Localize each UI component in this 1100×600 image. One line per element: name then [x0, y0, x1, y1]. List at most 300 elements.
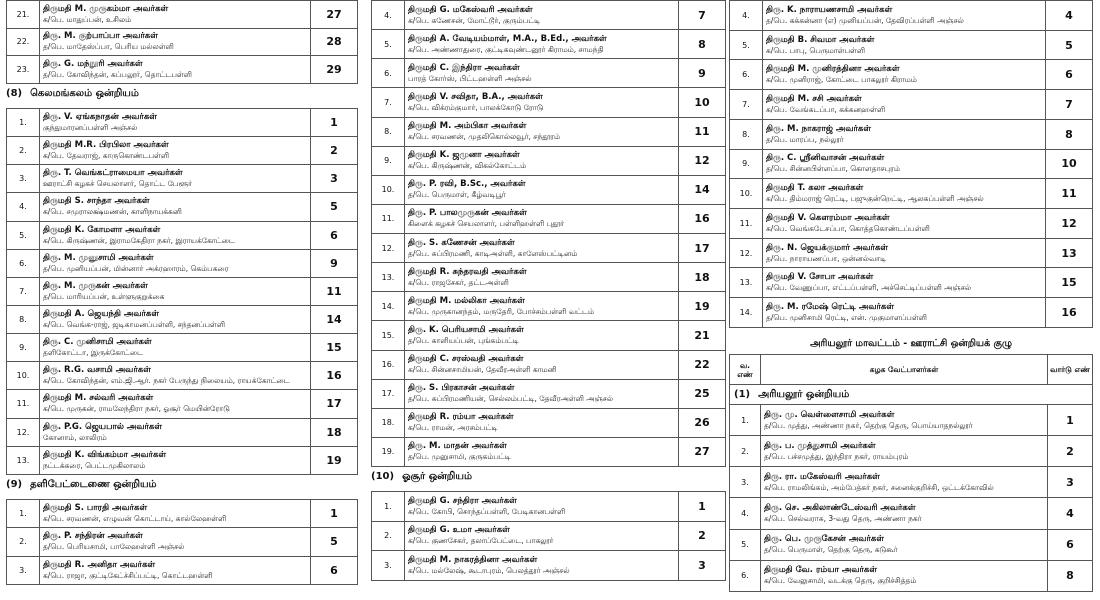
serial-number: 8. [372, 117, 405, 146]
candidate-row [730, 529, 1093, 560]
candidate-cell [40, 334, 311, 362]
candidate-address: க/பெ. கணேசன், மோட்டூர், குரும்பட்டி [408, 15, 541, 25]
col2-sec10-table [371, 491, 726, 581]
candidate-cell [763, 298, 1046, 328]
candidate-address: க/பெ. குணசேகர், தலாப்பேட்டை, பாகலூர் [408, 536, 554, 546]
ward-number: 16 [311, 362, 358, 390]
serial-number: 1. [7, 109, 40, 137]
ward-number: 10 [1046, 149, 1093, 179]
candidate-address: க/பெ. ராமன், அரசம்பட்டி [408, 423, 498, 433]
candidate-address: கிளைக் கழகச் செயலாளர், பள்ளிஹள்ளி புதூர் [408, 219, 565, 229]
ward-number: 2 [1048, 436, 1093, 467]
ward-number: 12 [1046, 209, 1093, 239]
candidate-name: திரு. S. பிரகாசன் அவர்கள் [408, 383, 515, 394]
candidate-cell [40, 109, 311, 137]
candidate-row [7, 109, 358, 137]
candidate-cell [763, 149, 1046, 179]
candidate-cell [405, 1, 679, 30]
ward-number: 12 [679, 146, 726, 175]
serial-number: 5. [372, 30, 405, 59]
candidate-name: திருமதி C. சரஸ்வதி அவர்கள் [408, 354, 524, 365]
candidate-cell [761, 529, 1048, 560]
candidate-cell [40, 528, 311, 556]
candidate-cell [405, 408, 679, 437]
serial-number: 13. [372, 263, 405, 292]
candidate-name: திரு. M. முனுசாமி அவர்கள் [43, 252, 154, 263]
ward-number: 16 [679, 204, 726, 233]
ward-number: 8 [1048, 560, 1093, 591]
candidate-name: திருமதி B. சிவமா அவர்கள் [766, 34, 875, 45]
candidate-cell [40, 56, 311, 84]
candidate-cell [763, 209, 1046, 239]
candidate-address: த/பெ. முனியப்பன், மின்னார் அக்ரஹாரம், கெம்பகரை [43, 263, 229, 273]
candidate-address: த/பெ. நாராயணப்பா, ஒன்னல்வாடி [766, 253, 887, 263]
serial-number: 2. [372, 521, 405, 551]
candidate-cell [763, 90, 1046, 120]
ward-number: 17 [679, 234, 726, 263]
candidate-row [730, 405, 1093, 436]
candidate-name: திரு. S. கணேசன் அவர்கள் [408, 237, 515, 248]
candidate-name: திருமதி K. கோமளா அவர்கள் [43, 224, 161, 235]
col3-sec1-table [729, 354, 1093, 592]
serial-number: 13. [7, 446, 40, 474]
candidate-name: திரு. K. நாராயணசாமி அவர்கள் [766, 4, 893, 15]
candidate-cell [763, 60, 1046, 90]
candidate-row [730, 467, 1093, 498]
serial-number: 5. [7, 221, 40, 249]
ward-number: 6 [1046, 60, 1093, 90]
candidate-name: திரு. மு. வெள்ளைசாமி அவர்கள் [764, 409, 895, 420]
candidate-cell [40, 193, 311, 221]
candidate-name: திரு. M. முருகன் அவர்கள் [43, 280, 148, 291]
candidate-cell [40, 165, 311, 193]
candidate-address: தளிகோட்டா, இருக்கோட்டை [43, 348, 143, 358]
candidate-row [372, 379, 726, 408]
ward-number: 2 [679, 521, 726, 551]
ward-number: 17 [311, 390, 358, 418]
serial-number: 22. [7, 28, 40, 56]
serial-number: 7. [730, 90, 763, 120]
col1-sec9-table [6, 499, 358, 585]
serial-number: 11. [7, 390, 40, 418]
candidate-cell [405, 204, 679, 233]
serial-number: 5. [730, 30, 763, 60]
candidate-address: க/பெ. திம்மராஜ் ரெட்டி, பஜுகுன்றெட்டி, ஆலகப்பள்ளி அஞ்சல் [766, 194, 984, 204]
candidate-name: திருமதி R. சுந்தரவதி அவர்கள் [408, 266, 527, 277]
candidate-row [7, 28, 358, 56]
candidate-address: த/பெ. பச்சமுத்து, இந்திரா நகர், ராயம்புரம் [764, 451, 909, 461]
candidate-row [372, 521, 726, 551]
section-header: (1) அரியலூர் ஒன்றியம் [730, 385, 1093, 405]
ward-number: 7 [1046, 90, 1093, 120]
ward-number: 5 [311, 193, 358, 221]
candidate-address: க/பெ. செல்வராசு, 3-வது தெரு, அண்ணா நகர் [764, 514, 922, 524]
ward-number: 3 [311, 165, 358, 193]
candidate-address: க/பெ. முருகானந்தம், மருதேரி, போச்சம்பள்ளி வட்டம் [408, 306, 594, 316]
ward-number: 27 [311, 1, 358, 29]
candidate-address: க/பெ. வேலுசாமி, வடக்கு தெரு, குறிச்சித்தம் [764, 576, 917, 586]
serial-number: 3. [372, 551, 405, 581]
col2-top-table [371, 0, 726, 467]
header-candidates: கழக வேட்பாளர்கள் [761, 355, 1048, 385]
serial-number: 2. [7, 528, 40, 556]
candidate-row [372, 437, 726, 466]
candidate-address: க/பெ. முருகன், ராமலேந்திரா நகர், ஓசூர் மெயின்ரோடு [43, 404, 230, 414]
candidate-name: திரு. N. ஜெயக்குமார் அவர்கள் [766, 242, 889, 253]
serial-number: 6. [730, 560, 761, 591]
candidate-name: திரு. P. ரவி, B.Sc., அவர்கள் [408, 179, 526, 190]
candidate-row [372, 292, 726, 321]
candidate-address: குந்துமாரனப்பள்ளி அஞ்சல் [43, 123, 138, 133]
serial-number: 3. [7, 556, 40, 584]
candidate-name: திரு. ரா. மகேஸ்வரி அவர்கள் [764, 471, 880, 482]
candidate-cell [40, 137, 311, 165]
candidate-address: த/பெ. பெரியசாமி, பாலேஹள்ளி அஞ்சல் [43, 542, 185, 552]
candidate-row [7, 528, 358, 556]
candidate-cell [405, 292, 679, 321]
candidate-row [372, 175, 726, 204]
candidate-cell [40, 362, 311, 390]
candidate-name: திருமதி A. வேடியம்மாள், M.A., B.Ed., அவர்கள் [408, 33, 607, 44]
candidate-cell [405, 146, 679, 175]
candidate-row [730, 90, 1093, 120]
serial-number: 4. [7, 193, 40, 221]
candidate-cell [763, 238, 1046, 268]
candidate-cell [761, 560, 1048, 591]
serial-number: 7. [372, 88, 405, 117]
serial-number: 11. [372, 204, 405, 233]
serial-number: 3. [7, 165, 40, 193]
candidate-name: திரு. M. நாகராஜ் அவர்கள் [766, 123, 872, 134]
candidate-cell [405, 521, 679, 551]
ward-number: 27 [679, 437, 726, 466]
candidate-name: திருமதி M. சசி அவர்கள் [766, 94, 862, 105]
ward-number: 6 [1048, 529, 1093, 560]
serial-number: 14. [730, 298, 763, 328]
candidate-cell [40, 500, 311, 528]
ward-number: 1 [1048, 405, 1093, 436]
candidate-row [7, 418, 358, 446]
candidate-address: க/பெ. மல்லேஷ், கூடாபுரம், பெலத்தூர் அஞ்சல் [408, 566, 570, 576]
serial-number: 15. [372, 321, 405, 350]
candidate-address: க/பெ. முனிராஜ், கோட்டை பாகலூர் கிராமம் [766, 75, 917, 85]
column-1 [6, 0, 358, 585]
ward-number: 9 [679, 59, 726, 88]
serial-number: 1. [372, 492, 405, 522]
candidate-name: திரு. G. மந்நூரி அவர்கள் [43, 59, 143, 70]
ward-number: 15 [1046, 268, 1093, 298]
ward-number: 1 [679, 492, 726, 522]
serial-number: 10. [730, 179, 763, 209]
candidate-name: திரு. R.G. வசாமி அவர்கள் [43, 365, 151, 376]
candidate-cell [763, 119, 1046, 149]
serial-number: 9. [7, 334, 40, 362]
ward-number: 26 [679, 408, 726, 437]
ward-number: 14 [311, 305, 358, 333]
header-ward: வார்டு எண் [1048, 355, 1093, 385]
ward-number: 4 [1048, 498, 1093, 529]
candidate-row [7, 56, 358, 84]
candidate-address: க/பெ. சரவணன், எழுவன் கொட்டாய், கால்லேஹள்ளி [43, 514, 227, 524]
candidate-address: க/பெ. ராஜா, குட்டிகேட்ச்சிப்பட்டி, கொட்டஹள்ளி [43, 570, 213, 580]
ward-number: 29 [311, 56, 358, 84]
candidate-row [730, 498, 1093, 529]
section-header: (10) ஓசூர் ஒன்றியம் [371, 471, 473, 482]
serial-number: 17. [372, 379, 405, 408]
col3-top-table [729, 0, 1093, 328]
ward-number: 25 [679, 379, 726, 408]
section-header: (8) கெலமங்கலம் ஒன்றியம் [6, 88, 139, 99]
candidate-name: திருமதி V. சோபா அவர்கள் [766, 272, 874, 283]
ward-number: 3 [679, 551, 726, 581]
candidate-row [7, 446, 358, 474]
district-title: அரியலூர் மாவட்டம் - ஊராட்சி ஒன்றியக் குழு [809, 338, 1012, 349]
serial-number: 1. [7, 500, 40, 528]
candidate-row [372, 408, 726, 437]
candidate-cell [405, 88, 679, 117]
col1-top-table [6, 0, 358, 84]
serial-number: 6. [372, 59, 405, 88]
candidate-cell [405, 379, 679, 408]
ward-number: 19 [311, 446, 358, 474]
candidate-address: பாரத் கோர்ஸ், பிட்டஹள்ளி அஞ்சல் [408, 73, 532, 83]
candidate-address: க/பெ. வேணுப்பா, எட்டப்பள்ளி, அச்செட்டிப்பள்ளி அஞ்சல் [766, 283, 971, 293]
candidate-address: கோனாம், லாலிரம் [43, 432, 107, 442]
candidate-name: திருமதி M. அம்பிகா அவர்கள் [408, 121, 527, 132]
serial-number: 19. [372, 437, 405, 466]
candidate-row [372, 204, 726, 233]
ward-number: 16 [1046, 298, 1093, 328]
candidate-cell [40, 28, 311, 56]
candidate-name: திருமதி M. மல்லிகா அவர்கள் [408, 295, 525, 306]
candidate-name: திருமதி M.R. பிரபிலா அவர்கள் [43, 140, 169, 151]
ward-number: 5 [1046, 30, 1093, 60]
candidate-name: திருமதி V. சவிதா, B.A., அவர்கள் [408, 91, 543, 102]
ward-number: 5 [311, 528, 358, 556]
candidate-name: திரு. C. ஸ்ரீனிவாசன் அவர்கள் [766, 153, 885, 164]
candidate-cell [405, 263, 679, 292]
candidate-row [7, 137, 358, 165]
candidate-address: க/பெ. சரவணன், முதலிகொல்லவூர், சந்தூரம் [408, 132, 561, 142]
candidate-cell [405, 321, 679, 350]
candidate-address: க/பெ. விக்ரம்குமார், பாலக்கோடு ரோடு [408, 102, 544, 112]
ward-number: 11 [311, 277, 358, 305]
candidate-address: க/பெ. கோவிந்தன், எம்.ஜி.ஆர். நகர் பேருந்து நிலையம், ராயக்கோட்டை [43, 376, 290, 386]
candidate-row [7, 334, 358, 362]
ward-number: 10 [679, 88, 726, 117]
candidate-address: க/பெ. வேங்கடப்பா, கக்கனஹள்ளி [766, 105, 886, 115]
header-serial: வ. எண் [730, 355, 761, 385]
ward-number: 8 [1046, 119, 1093, 149]
candidate-cell [763, 1, 1046, 31]
candidate-row [7, 249, 358, 277]
candidate-row [372, 59, 726, 88]
column-3 [729, 0, 1093, 592]
candidate-address: க/பெ. வெங்கடேசப்பா, கொத்தகொண்டப்பள்ளி [766, 223, 930, 233]
candidate-cell [761, 436, 1048, 467]
candidate-row [372, 117, 726, 146]
candidate-address: க/பெ. கோபி, சொந்தப்பள்ளி, பேடிகானபள்ளி [408, 506, 566, 516]
serial-number: 11. [730, 209, 763, 239]
serial-number: 10. [7, 362, 40, 390]
candidate-name: திரு. C. முனிசாமி அவர்கள் [43, 337, 152, 348]
candidate-address: த/பெ. காளியப்பன், புங்கம்பட்டி [408, 335, 519, 345]
candidate-cell [763, 179, 1046, 209]
candidate-name: திருமதி G. சந்திரா அவர்கள் [408, 495, 517, 506]
serial-number: 10. [372, 175, 405, 204]
serial-number: 13. [730, 268, 763, 298]
candidate-name: திருமதி V. கௌரம்மா அவர்கள் [766, 212, 890, 223]
ward-number: 2 [311, 137, 358, 165]
candidate-name: திரு. P.G. ஜெயபால் அவர்கள் [43, 421, 162, 432]
ward-number: 4 [1046, 1, 1093, 31]
serial-number: 2. [7, 137, 40, 165]
candidate-address: த/பெ. சுப்பிரமணி, காடிஅள்ளி, காளேஸ்பட்டினம் [408, 248, 578, 258]
candidate-address: க/பெ. கிருஷ்ணன், விகல்கோட்டம் [408, 161, 527, 171]
ward-number: 8 [679, 30, 726, 59]
candidate-cell [405, 437, 679, 466]
candidate-row [372, 1, 726, 30]
candidate-row [372, 234, 726, 263]
ward-number: 15 [311, 334, 358, 362]
ward-number: 11 [1046, 179, 1093, 209]
candidate-cell [40, 446, 311, 474]
candidate-cell [40, 556, 311, 584]
candidate-address: த/பெ. முனுசாமி, குருகம்பட்டி [408, 452, 511, 462]
candidate-row [730, 298, 1093, 328]
candidate-address: த/பெ. பெருமாள், கீழ்வடிபூர் [408, 190, 506, 200]
candidate-cell [40, 277, 311, 305]
serial-number: 23. [7, 56, 40, 84]
candidate-name: திருமதி K. ஜமுனா அவர்கள் [408, 150, 520, 161]
serial-number: 14. [372, 292, 405, 321]
candidate-cell [40, 390, 311, 418]
ward-number: 28 [311, 28, 358, 56]
ward-number: 19 [679, 292, 726, 321]
candidate-row [7, 221, 358, 249]
ward-number: 6 [311, 221, 358, 249]
candidate-cell [763, 268, 1046, 298]
candidate-row [372, 321, 726, 350]
candidate-address: நட்டக்கரை, பெட்டமுகிலாலம் [43, 460, 146, 470]
serial-number: 5. [730, 529, 761, 560]
candidate-row [730, 209, 1093, 239]
serial-number: 6. [730, 60, 763, 90]
serial-number: 4. [730, 1, 763, 31]
candidate-row [7, 390, 358, 418]
candidate-row [730, 238, 1093, 268]
candidate-name: திருமதி C. இந்திரா அவர்கள் [408, 62, 520, 73]
serial-number: 12. [730, 238, 763, 268]
candidate-name: திரு. செ. அகிலாண்டேஸ்வரி அவர்கள் [764, 503, 916, 514]
candidate-name: திருமதி G. மகேஸ்வரி அவர்கள் [408, 4, 533, 15]
candidate-row [7, 500, 358, 528]
candidate-name: திரு. T. வெங்கட்ராமையா அவர்கள் [43, 168, 183, 179]
candidate-row [730, 268, 1093, 298]
candidate-name: திருமதி S. பாரதி அவர்கள் [43, 503, 148, 514]
candidate-address: க/பெ. தேவராஜ், காருகொண்டபள்ளி [43, 151, 170, 161]
candidate-name: திரு. M. குற்பாப்பா அவர்கள் [43, 31, 158, 42]
candidate-row [372, 350, 726, 379]
serial-number: 9. [372, 146, 405, 175]
candidate-cell [405, 59, 679, 88]
candidate-cell [40, 1, 311, 29]
ward-number: 21 [679, 321, 726, 350]
candidate-cell [405, 175, 679, 204]
serial-number: 3. [730, 467, 761, 498]
candidate-address: த/பெ. சின்னபிள்ளப்பா, கொளதாசபுரம் [766, 164, 901, 174]
serial-number: 12. [372, 234, 405, 263]
candidate-name: திரு. K. பெரியசாமி அவர்கள் [408, 324, 524, 335]
candidate-row [730, 119, 1093, 149]
candidate-name: திருமதி A. ஜெயந்தி அவர்கள் [43, 309, 160, 320]
candidate-address: க/பெ. கிருஷ்ணன், இராமகேதிரா நகர், இராயக்கோட்டை [43, 235, 235, 245]
serial-number: 9. [730, 149, 763, 179]
candidate-cell [40, 249, 311, 277]
ward-number: 18 [311, 418, 358, 446]
candidate-name: திருமதி R. ரம்யா அவர்கள் [408, 412, 514, 423]
candidate-row [730, 179, 1093, 209]
candidate-row [7, 193, 358, 221]
candidate-name: திருமதி T. கலா அவர்கள் [766, 183, 864, 194]
candidate-cell [405, 30, 679, 59]
candidate-name: திரு. P. சந்திரன் அவர்கள் [43, 531, 143, 542]
serial-number: 8. [7, 305, 40, 333]
serial-number: 16. [372, 350, 405, 379]
candidate-address: த/பெ. மாதேஸ்ப்பா, பெரிய மல்லள்ளி [43, 42, 174, 52]
candidate-cell [761, 467, 1048, 498]
candidate-address: த/பெ. மாரியப்பன், உள்ளுகுறுக்கை [43, 291, 165, 301]
candidate-address: க/பெ. மாதுப்பன், உசிலம் [43, 14, 132, 24]
candidate-cell [405, 117, 679, 146]
candidate-address: க/பெ. ராமலிங்கம், அம்பேத்கர் நகர், சனைக்குறிச்சி, ஒட்டக்கோவில் [764, 482, 994, 492]
serial-number: 4. [730, 498, 761, 529]
candidate-row [7, 305, 358, 333]
serial-number: 8. [730, 119, 763, 149]
serial-number: 2. [730, 436, 761, 467]
candidate-address: த/பெ. கோவிந்தன், கப்பலூர், தொட்டபள்ளி [43, 70, 192, 80]
candidate-address: த/பெ. முனிசாமி ரெட்டி, என். முகுமாளப்பள்ளி [766, 313, 927, 323]
candidate-address: க/பெ. அண்ணாதுரை, குட்டிகவுண்டனூர் கிராமம், சாமந்தி [408, 44, 604, 54]
candidate-address: த/பெ. மாரப்ப, நல்லூர் [766, 134, 844, 144]
candidate-address: க/பெ. ராஜசேகர், தட்டஅள்ளி [408, 277, 509, 287]
candidate-name: திரு. V. ஏங்கநாதன் அவர்கள் [43, 112, 157, 123]
ward-number: 6 [311, 556, 358, 584]
candidate-cell [40, 418, 311, 446]
column-2 [371, 0, 726, 581]
candidate-row [372, 551, 726, 581]
candidate-row [730, 436, 1093, 467]
candidate-cell [405, 350, 679, 379]
ward-number: 3 [1048, 467, 1093, 498]
candidate-row [730, 60, 1093, 90]
candidate-row [730, 1, 1093, 31]
ward-number: 1 [311, 109, 358, 137]
candidate-row [7, 1, 358, 29]
candidate-row [372, 263, 726, 292]
serial-number: 4. [372, 1, 405, 30]
candidate-name: திருமதி M. சல்வரி அவர்கள் [43, 393, 154, 404]
candidate-address: த/பெ. முத்து, அண்ணா நகர், தெற்கு தெரு, பொய்யாதநல்லூர் [764, 420, 973, 430]
ward-number: 18 [679, 263, 726, 292]
candidate-address: த/பெ. சுப்பிரமணியன், செல்லம்பட்டி, தேவீரஅள்ளி அஞ்சல் [408, 394, 614, 404]
serial-number: 12. [7, 418, 40, 446]
candidate-row [730, 149, 1093, 179]
ward-number: 22 [679, 350, 726, 379]
candidate-address: க/பெ. சமுராலக்ஷ்மணன், காளிநாயக்கனி [43, 207, 182, 217]
candidate-name: திருமதி M. முருகம்மா அவர்கள் [43, 3, 169, 14]
candidate-row [372, 88, 726, 117]
